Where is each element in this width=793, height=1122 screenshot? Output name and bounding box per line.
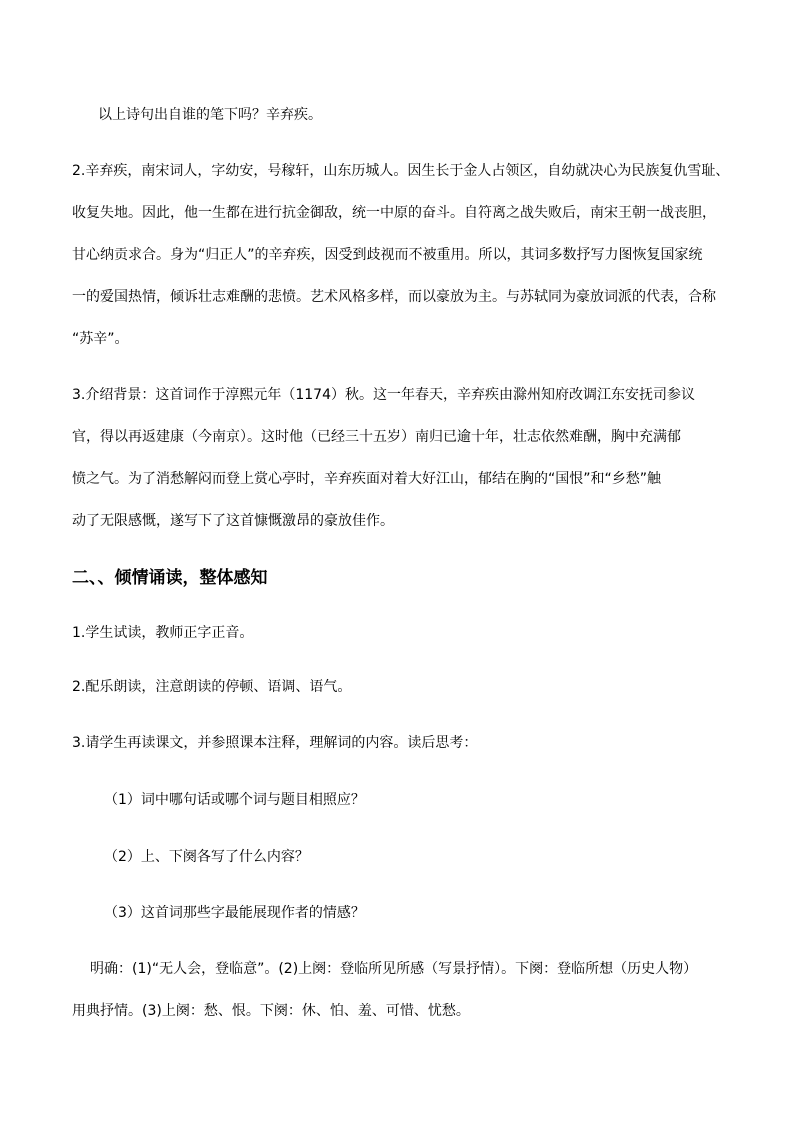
bio-line-2: 收复失地。因此，他一生都在进行抗金御敌，统一中原的奋斗。自符离之战失败后，南宋王朝一战丧胆， bbox=[72, 205, 716, 221]
background-line-3: 愤之气。为了消愁解闷而登上赏心亭时，辛弃疾面对着大好江山，郁结在胸的“国恨”和“乡愁”触 bbox=[72, 471, 662, 487]
bio-line-3: 甘心纳贡求合。身为“归正人”的辛弃疾，因受到歧视而不被重用。所以，其词多数抒写力图恢复国家统 bbox=[72, 247, 703, 263]
question-3: （3）这首词那些字最能展现作者的情感？ bbox=[104, 905, 365, 921]
background-line-2: 官，得以再返建康（今南京）。这时他（已经三十五岁）南归已逾十年，壮志依然难酬，胸中充满郁 bbox=[72, 429, 681, 445]
answer-line-1: 明确：(1)“无人会，登临意”。(2)上阕：登临所见所感（写景抒情）。下阕：登临所想（历史人物） bbox=[90, 961, 698, 977]
question-1: （1）词中哪句话或哪个词与题目相照应？ bbox=[104, 792, 365, 808]
background-line-1: 3.介绍背景：这首词作于淳熙元年（1174）秋。这一年春天，辛弃疾由滁州知府改调江东安抚司参议 bbox=[72, 387, 695, 403]
step-1: 1.学生试读，教师正字正音。 bbox=[72, 625, 254, 641]
step-2: 2.配乐朗读，注意朗读的停顿、语调、语气。 bbox=[72, 679, 352, 695]
section-heading: 二、、倾情诵读，整体感知 bbox=[72, 568, 268, 588]
intro-question: 以上诗句出自谁的笔下吗？辛弃疾。 bbox=[98, 107, 322, 123]
answer-line-2: 用典抒情。(3)上阕：愁、恨。下阕：休、怕、羞、可惜、忧愁。 bbox=[72, 1003, 470, 1019]
bio-line-1: 2.辛弃疾，南宋词人，字幼安，号稼轩，山东历城人。因生长于金人占领区，自幼就决心为民族复仇雪耻、 bbox=[72, 163, 730, 179]
background-line-4: 动了无限感慨，遂写下了这首慷慨激昂的豪放佳作。 bbox=[72, 513, 394, 529]
question-2: （2）上、下阕各写了什么内容？ bbox=[104, 849, 309, 865]
bio-line-4: 一的爱国热情，倾诉壮志难酬的悲愤。艺术风格多样，而以豪放为主。与苏轼同为豪放词派的代表，合称 bbox=[72, 289, 716, 305]
bio-line-5: “苏辛”。 bbox=[72, 331, 129, 347]
step-3: 3.请学生再读课文，并参照课本注释，理解词的内容。读后思考： bbox=[72, 735, 478, 751]
